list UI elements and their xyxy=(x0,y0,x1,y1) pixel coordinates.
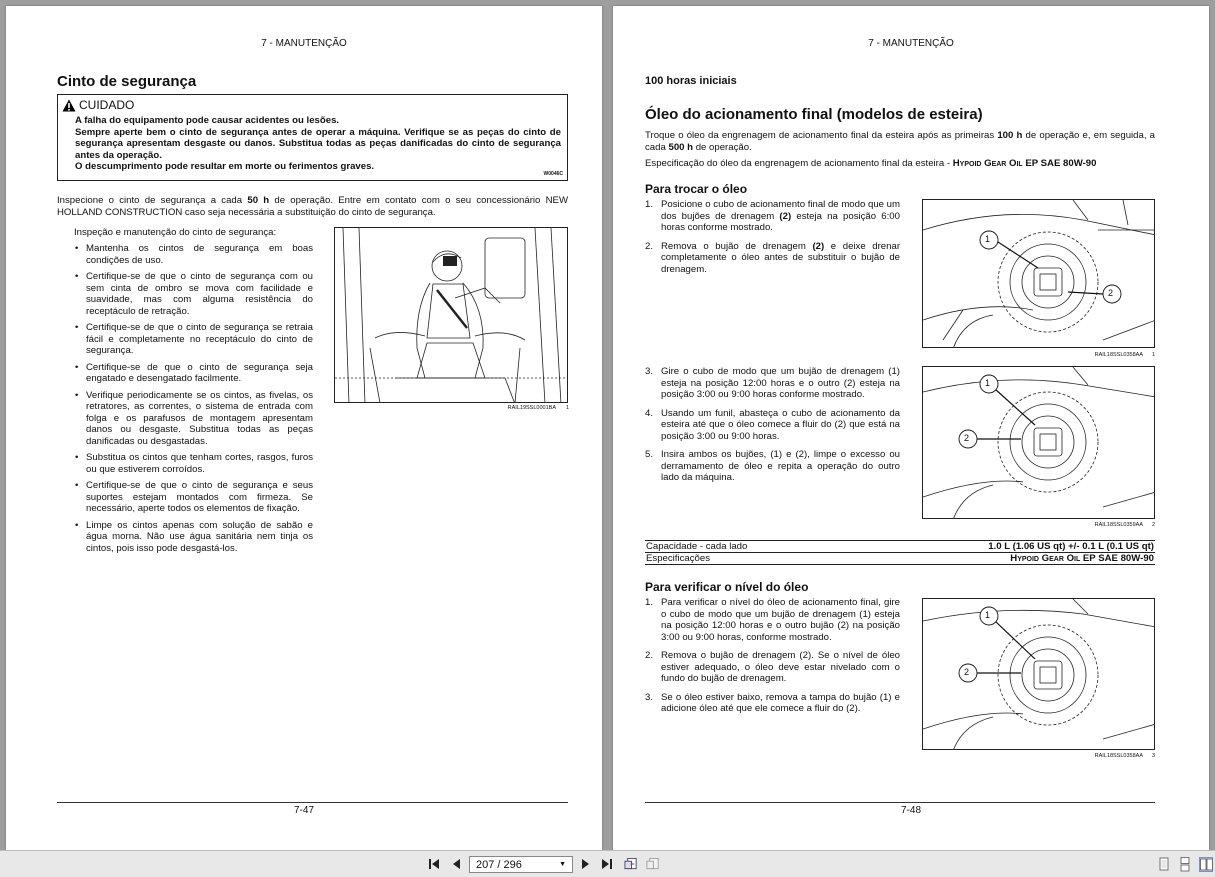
list-item: • Verifique periodicamente se os cintos, as fivelas, os retratores, as correntes, o sistema de entrada com folga e os parafusos de montagem apresentam danos ou desgaste. Substitua todas as peças danificadas ou desgastadas. xyxy=(74,390,313,448)
callout-2: 2 xyxy=(1108,288,1114,298)
drive-hub-figure-1 xyxy=(922,199,1155,348)
next-page-icon xyxy=(581,858,591,870)
list-item: 5. Insira ambos os bujões, (1) e (2), limpe o excesso ou derramamento de óleo e repita a operação do outro lado da máquina. xyxy=(645,449,900,483)
previous-page-icon xyxy=(451,858,461,870)
interval-subtitle: 100 horas iniciais xyxy=(645,75,737,87)
figure-number: 1 xyxy=(565,405,569,411)
table-cell: Especificações xyxy=(645,553,839,565)
steps-list xyxy=(645,199,900,282)
oil-spec-line: Especificação do óleo da engrenagem de acionamento final da esteira - Hypoid Gear Oil EP SAE 80W-90 xyxy=(645,158,1097,169)
figure-caption: RAIL19SSL0001BA xyxy=(507,405,556,411)
go-forward-view-button[interactable] xyxy=(646,857,660,871)
page-right xyxy=(613,6,1209,850)
inspection-list xyxy=(74,243,313,559)
list-item: 4. Usando um funil, abasteça o cubo de acionamento da esteira até que o óleo comece a fluir do (2) que está na posição 3:00 ou 9:00 horas. xyxy=(645,407,900,442)
operator-seatbelt-illustration xyxy=(335,228,568,403)
drive-hub-figure-3 xyxy=(922,598,1155,750)
table-cell: Hypoid Gear Oil EP SAE 80W-90 xyxy=(839,553,1155,565)
final-drive-illustration xyxy=(923,367,1155,519)
page-number: 7-48 xyxy=(900,805,921,816)
intro-paragraph: Troque o óleo da engrenagem de acionamento final da esteira após as primeiras 100 h de operação e, em seguida, a cada 500 h de operação. xyxy=(645,130,1156,153)
first-page-button[interactable] xyxy=(427,857,441,871)
footer-rule xyxy=(645,802,1155,803)
caution-line: O descumprimento pode resultar em morte ou ferimentos graves. xyxy=(75,161,375,172)
list-item: 2. Remova o bujão de drenagem (2) e deixe drenar completamente o óleo antes de substituir o bujão de drenagem. xyxy=(645,240,901,275)
next-view-icon xyxy=(646,857,660,871)
first-page-icon xyxy=(428,858,440,870)
table-row xyxy=(645,553,1155,565)
previous-view-icon xyxy=(624,857,638,871)
two-page-icon xyxy=(1200,858,1213,871)
list-item: • Mantenha os cintos de segurança em boas condições de uso. xyxy=(74,243,313,266)
seatbelt-figure xyxy=(334,227,568,403)
list-item: 3. Gire o cubo de modo que um bujão de drenagem (1) esteja na posição 12:00 horas e o outro (2) esteja na posição 3:00 ou 9:00 horas conforme mostrado. xyxy=(645,366,900,400)
final-drive-illustration xyxy=(923,599,1155,750)
callout-2: 2 xyxy=(964,433,970,443)
last-page-button[interactable] xyxy=(600,857,614,871)
list-item: 1. Posicione o cubo de acionamento final de modo que um dos bujões de drenagem (2) esteja na posição 6:00 horas conforme mostrado. xyxy=(645,199,900,233)
table-cell: Capacidade - cada lado xyxy=(645,541,839,553)
caution-box xyxy=(57,94,568,181)
section-title: Cinto de segurança xyxy=(57,73,197,90)
drive-hub-figure-2 xyxy=(922,366,1155,519)
page-header: 7 - MANUTENÇÃO xyxy=(868,38,954,49)
list-heading: Inspeção e manutenção do cinto de segurança: xyxy=(74,227,277,238)
list-item: • Certifique-se de que o cinto de segurança se retraia fácil e completamente no receptáculo do cinto de segurança. xyxy=(74,322,313,357)
warning-triangle-icon xyxy=(62,99,76,112)
steps-list xyxy=(645,366,900,491)
two-page-view-button[interactable] xyxy=(1199,857,1213,872)
page-number: 7-47 xyxy=(293,805,314,816)
figure-number: 2 xyxy=(1151,522,1155,528)
figure-caption: RAIL18SSL0359AA xyxy=(1094,522,1143,528)
callout-1: 1 xyxy=(985,378,991,388)
single-page-icon xyxy=(1157,857,1171,872)
caution-code: W0046C xyxy=(543,171,563,177)
figure-caption: RAIL18SSL0358AA xyxy=(1094,352,1143,358)
list-item: • Certifique-se de que o cinto de segurança e seus suportes estejam montados com firmeza. Se necessário, aperte todos os elementos de fixação. xyxy=(74,480,313,515)
caution-line: Sempre aperte bem o cinto de segurança antes de operar a máquina. Verifique se as peças do cinto de segurança apresentam desgaste ou danos. Substitua todas as peças danificadas do cinto de segurança antes da operação. xyxy=(75,126,561,161)
figure-number: 3 xyxy=(1151,753,1155,759)
callout-1: 1 xyxy=(985,610,991,620)
viewer-toolbar xyxy=(0,850,1215,877)
continuous-page-icon xyxy=(1178,857,1192,872)
next-page-button[interactable] xyxy=(579,857,593,871)
table-row xyxy=(645,541,1155,553)
chevron-down-icon[interactable]: ▼ xyxy=(559,861,566,868)
go-back-view-button[interactable] xyxy=(624,857,638,871)
continuous-view-button[interactable] xyxy=(1178,857,1192,872)
page-header: 7 - MANUTENÇÃO xyxy=(261,38,347,49)
list-item: • Limpe os cintos apenas com solução de sabão e água morna. Não use água sanitária nem tinja os cintos, pois isso pode desgastá-los. xyxy=(74,520,313,555)
figure-number: 1 xyxy=(1151,352,1155,358)
table-cell: 1.0 L (1.06 US qt) +/- 0.1 L (0.1 US qt) xyxy=(839,541,1155,553)
page-number-field[interactable] xyxy=(469,856,573,873)
callout-1: 1 xyxy=(985,234,991,244)
subsection-title: Para verificar o nível do óleo xyxy=(645,580,809,594)
steps-list xyxy=(645,597,900,722)
list-item: • Substitua os cintos que tenham cortes, rasgos, furos ou que estiverem corroídos. xyxy=(74,452,313,475)
previous-page-button[interactable] xyxy=(449,857,463,871)
page-indicator: 207 / 296 xyxy=(476,858,522,871)
list-item: • Certifique-se de que o cinto de segurança seja engatado e desengatado facilmente. xyxy=(74,362,313,385)
list-item: 1. Para verificar o nível do óleo de acionamento final, gire o cubo de modo que um bujão de drenagem (1) esteja na posição 12:00 horas e o outro bujão (2) na posição 3:00 ou 9:00 horas, conforme mostrado. xyxy=(645,597,900,643)
section-title: Óleo do acionamento final (modelos de esteira) xyxy=(645,106,983,123)
final-drive-illustration xyxy=(923,200,1155,348)
list-item: • Certifique-se de que o cinto de segurança com ou sem cinta de ombro se mova com facilidade e suavidade, mas com alguma resistência do receptáculo de retração. xyxy=(74,271,313,317)
last-page-icon xyxy=(601,858,613,870)
callout-2: 2 xyxy=(964,667,970,677)
page-left xyxy=(6,6,602,850)
caution-label: CUIDADO xyxy=(79,98,135,112)
list-item: 2. Remova o bujão de drenagem (2). Se o nível de óleo estiver adequado, o óleo deve estar nivelado com o fundo do bujão de drenagem. xyxy=(645,650,900,684)
list-item: 3. Se o óleo estiver baixo, remova a tampa do bujão (1) e adicione óleo até que ele comece a fluir do (2). xyxy=(645,691,900,714)
single-page-view-button[interactable] xyxy=(1157,857,1171,872)
capacity-spec-table xyxy=(645,540,1155,565)
footer-rule xyxy=(57,802,568,803)
figure-caption: RAIL18SSL0358AA xyxy=(1094,753,1143,759)
subsection-title: Para trocar o óleo xyxy=(645,182,748,196)
caution-line: A falha do equipamento pode causar acidentes ou lesões. xyxy=(75,115,340,126)
intro-paragraph: Inspecione o cinto de segurança a cada 50 h de operação. Entre em contato com o seu concessionário NEW HOLLAND CONSTRUCTION caso seja necessária a substituição do cinto de segurança. xyxy=(57,195,568,218)
